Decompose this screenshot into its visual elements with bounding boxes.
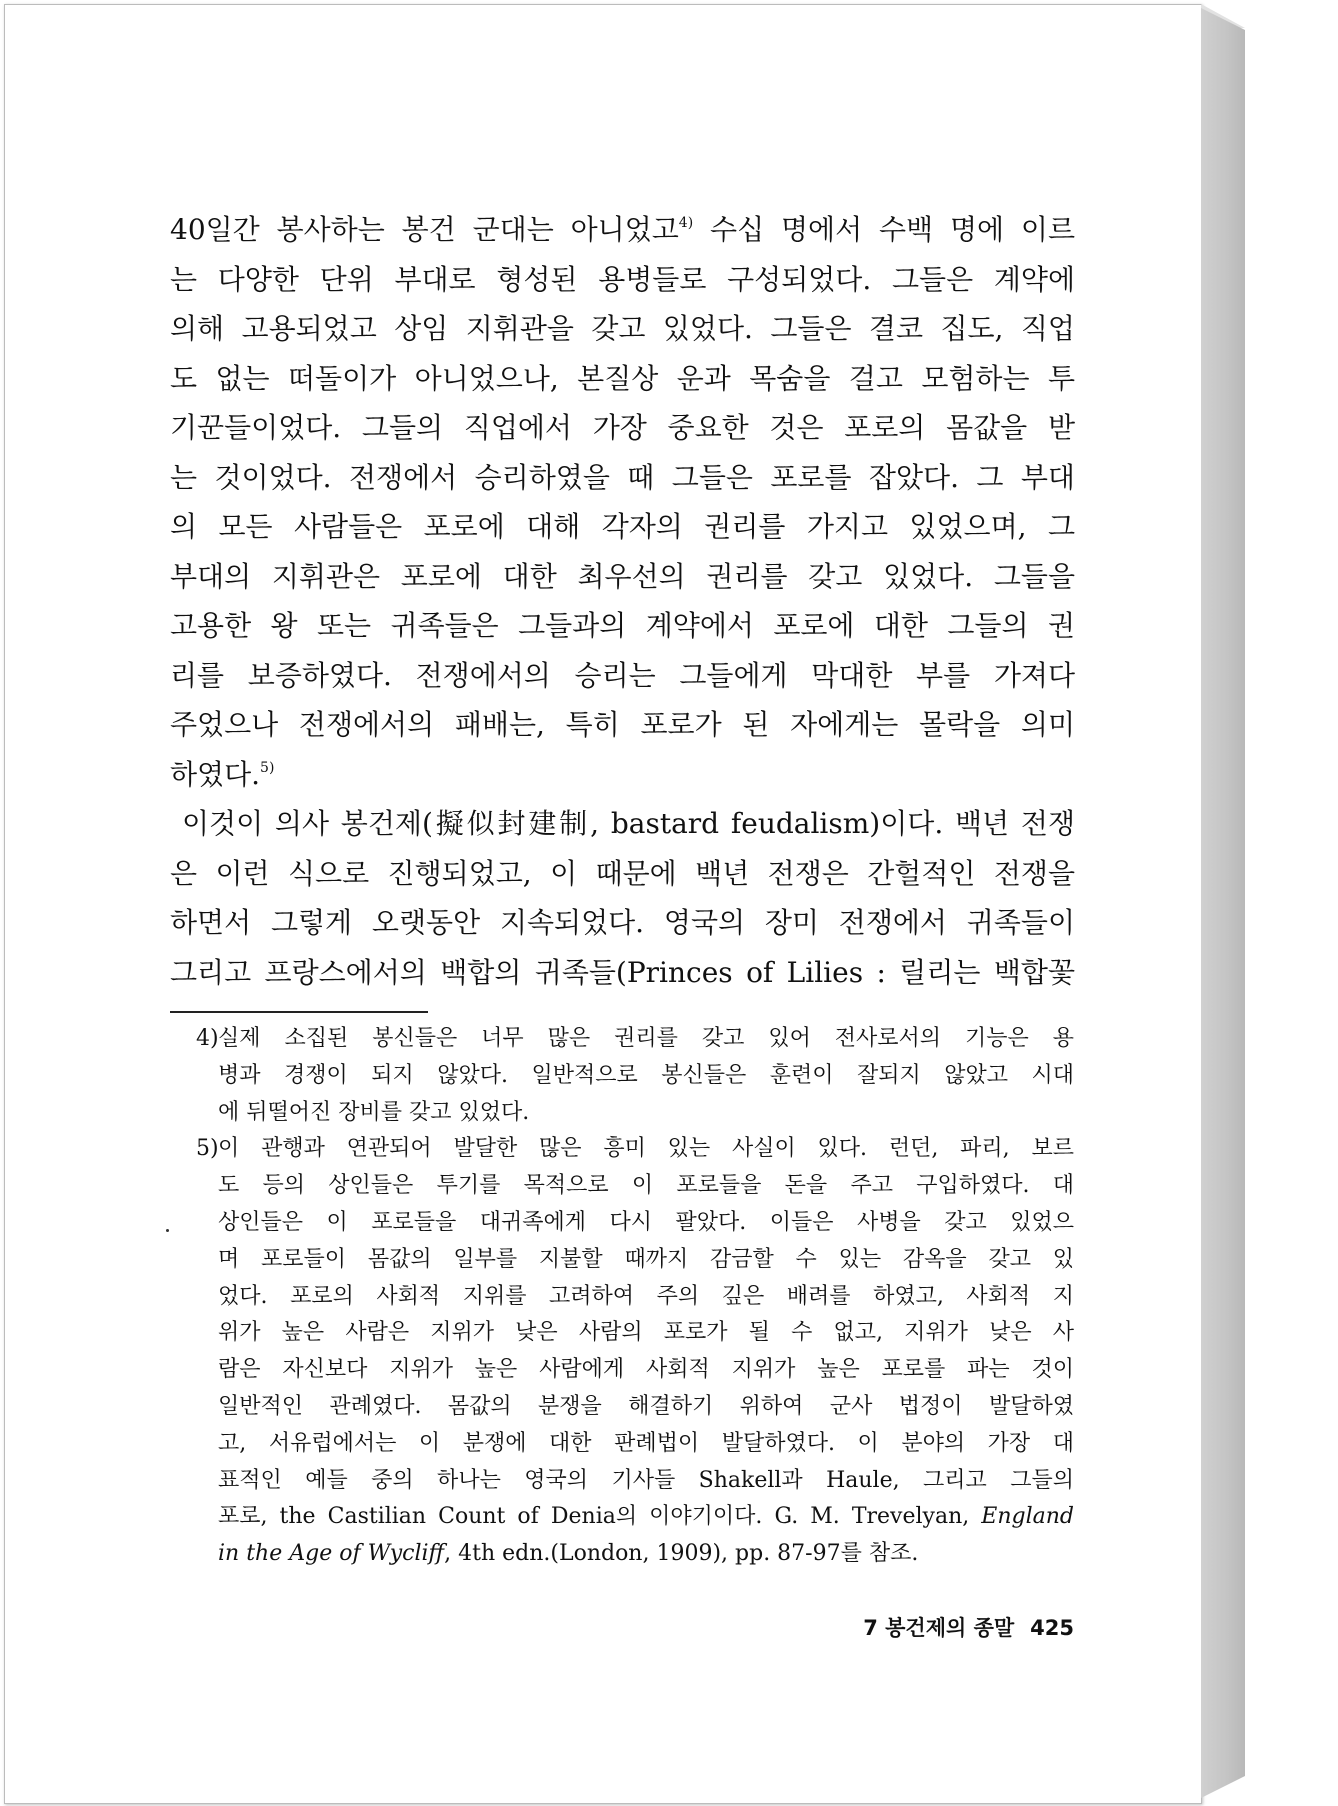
body-line: 은 이런 식으로 진행되었고, 이 때문에 백년 전쟁은 간헐적인 전쟁을 (170, 856, 1075, 890)
stray-mark (166, 1229, 169, 1232)
body-line: 부대의 지휘관은 포로에 대한 최우선의 권리를 갖고 있었다. 그들을 (170, 559, 1075, 593)
footnote-line: 병과 경쟁이 되지 않았다. 일반적으로 봉신들은 훈련이 잘되지 않았고 시대 (218, 1062, 1074, 1088)
footnote-4 (196, 1021, 1074, 1131)
body-line: 기꾼들이었다. 그들의 직업에서 가장 중요한 것은 포로의 몸값을 받 (170, 411, 1075, 444)
footnote-number: 4) (196, 1026, 219, 1051)
body-text (170, 205, 1075, 997)
book-title: in the Age of Wycliff (218, 1541, 445, 1567)
footnote-line: 이 관행과 연관되어 발달한 많은 흥미 있는 사실이 있다. 런던, 파리, 보르 (218, 1136, 1074, 1162)
body-line: 40일간 봉사하는 봉건 군대는 아니었고$^{4)}$ 수십 명에서 수백 명에 이르 (170, 213, 1076, 246)
footnote-line: 고, 서유럽에서는 이 분쟁에 대한 판례법이 발달하였다. 이 분야의 가장 대 (218, 1430, 1074, 1456)
body-line: 하였다.$^{5)}$ (170, 757, 275, 791)
footnote-line: 람은 자신보다 지위가 높은 사람에게 사회적 지위가 높은 포로를 파는 것이 (218, 1357, 1074, 1383)
footnote-line: 도 등의 상인들은 투기를 목적으로 이 포로들을 돈을 주고 구입하였다. 대 (218, 1173, 1074, 1199)
footnote-line: 에 뒤떨어진 장비를 갖고 있었다. (218, 1099, 530, 1125)
body-line: 주었으나 전쟁에서의 패배는, 특히 포로가 된 자에게는 몰락을 의미 (170, 708, 1075, 741)
footnote-line: 며 포로들이 몸값의 일부를 지불할 때까지 감금할 수 있는 감옥을 갖고 있 (218, 1246, 1074, 1272)
body-line: 는 다양한 단위 부대로 형성된 용병들로 구성되었다. 그들은 계약에 (170, 262, 1075, 296)
body-line: 의해 고용되었고 상임 지휘관을 갖고 있었다. 그들은 결코 집도, 직업 (170, 312, 1075, 345)
body-line: 는 것이었다. 전쟁에서 승리하였을 때 그들은 포로를 잡았다. 그 부대 (170, 460, 1075, 494)
footnote-separator (170, 1011, 428, 1013)
footnote-ref-4[interactable]: 4) (678, 215, 694, 231)
footnote-line: 포로, the Castilian Count of Denia의 이야기이다. G. M. Trevelyan, England (218, 1504, 1075, 1530)
footnotes (196, 1021, 1074, 1573)
book-title: England (981, 1504, 1075, 1530)
body-line: 하면서 그렇게 오랫동안 지속되었다. 영국의 장미 전쟁에서 귀족들이 (170, 906, 1075, 939)
footnote-line: 실제 소집된 봉신들은 너무 많은 권리를 갖고 있어 전사로서의 기능은 용 (218, 1026, 1074, 1051)
page-number: 425 (1030, 1616, 1074, 1640)
body-line: 이것이 의사 봉건제(擬似封建制, bastard feudalism)이다. 백년 전쟁 (182, 807, 1075, 840)
body-line: 도 없는 떠돌이가 아니었으나, 본질상 운과 목숨을 걸고 모험하는 투 (170, 361, 1075, 395)
page-footer (820, 1612, 1074, 1642)
body-line: 리를 보증하였다. 전쟁에서의 승리는 그들에게 막대한 부를 가져다 (170, 658, 1075, 692)
page-stack-edge (1201, 8, 1245, 1798)
footnote-number: 5) (196, 1136, 219, 1162)
footnote-line: 표적인 예들 중의 하나는 영국의 기사들 Shakell과 Haule, 그리고 그들의 (218, 1467, 1074, 1493)
body-line: 의 모든 사람들은 포로에 대해 각자의 권리를 가지고 있었으며, 그 (170, 510, 1075, 543)
footnote-line: 었다. 포로의 사회적 지위를 고려하여 주의 깊은 배려를 하였고, 사회적 지 (218, 1283, 1074, 1309)
body-line: 고용한 왕 또는 귀족들은 그들과의 계약에서 포로에 대한 그들의 권 (170, 609, 1075, 642)
footnote-line: 위가 높은 사람은 지위가 낮은 사람의 포로가 될 수 없고, 지위가 낮은 사 (218, 1320, 1074, 1346)
footnote-5 (196, 1131, 1074, 1573)
footnote-line: 일반적인 관례였다. 몸값의 분쟁을 해결하기 위하여 군사 법정이 발달하였 (218, 1393, 1074, 1419)
footnote-line: 상인들은 이 포로들을 대귀족에게 다시 팔았다. 이들은 사병을 갖고 있었으 (218, 1209, 1074, 1235)
footnote-ref-5[interactable]: 5) (260, 759, 275, 776)
body-line: 그리고 프랑스에서의 백합의 귀족들(Princes of Lilies : 릴리는 백합꽃 (170, 955, 1075, 989)
footnote-line: in the Age of Wycliff, 4th edn.(London, 1909), pp. 87-97를 참조. (218, 1541, 919, 1567)
running-footer-chapter: 7 봉건제의 종말 (863, 1616, 1015, 1640)
